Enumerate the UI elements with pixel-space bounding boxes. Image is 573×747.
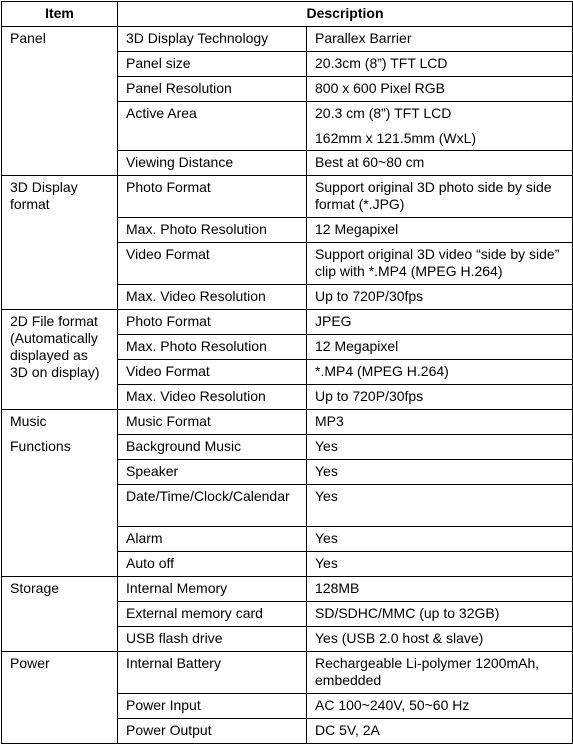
value-cell: [307, 385, 573, 410]
value-cell: [307, 243, 573, 285]
table-row: [2, 577, 573, 602]
value-text: 12 Megapixel: [315, 338, 399, 354]
item-label: 3D on display): [10, 364, 100, 380]
header-row: [2, 2, 573, 27]
feature-cell: Auto off: [118, 552, 307, 577]
specification-table: [1, 1, 573, 744]
value-text: 800 x 600 Pixel RGB: [315, 80, 445, 96]
specification-body: [2, 27, 573, 744]
value-cell: [307, 652, 573, 694]
item-label: (Automatically: [10, 330, 98, 346]
feature-cell: Power Input: [118, 694, 307, 719]
value-cell: [307, 602, 573, 627]
item-cell: [2, 652, 118, 744]
value-cell: [307, 27, 573, 52]
feature-cell: Panel Resolution: [118, 77, 307, 102]
value-text: Yes: [315, 555, 338, 571]
value-text: Yes (USB 2.0 host & slave): [315, 630, 484, 646]
value-text: SD/SDHC/MMC (up to 32GB): [315, 605, 500, 621]
value-cell: [307, 360, 573, 385]
feature-cell: Music Format: [118, 410, 307, 435]
item-cell: [2, 577, 118, 652]
value-cell: [307, 485, 573, 527]
value-text: 20.3 cm (8”) TFT LCD: [315, 105, 452, 121]
value-text: Yes: [315, 488, 338, 504]
table-row: [2, 410, 573, 435]
feature-cell: Max. Photo Resolution: [118, 335, 307, 360]
item-label: displayed as: [10, 347, 88, 363]
feature-cell: Active Area: [118, 102, 307, 151]
value-cell: [307, 435, 573, 460]
item-label: 2D File format: [10, 313, 98, 329]
value-cell: [307, 335, 573, 360]
item-label: format: [10, 196, 50, 212]
value-cell: [307, 310, 573, 335]
description-column-header: Description: [118, 2, 573, 27]
feature-cell: Video Format: [118, 243, 307, 285]
item-cell: [2, 176, 118, 310]
value-cell: [307, 552, 573, 577]
feature-cell: Alarm: [118, 527, 307, 552]
feature-cell: Speaker: [118, 460, 307, 485]
item-label: Panel: [10, 30, 46, 46]
value-cell: [307, 77, 573, 102]
feature-cell: Date/Time/Clock/Calendar: [118, 485, 307, 527]
item-label: Music: [10, 413, 47, 429]
item-label: 3D Display: [10, 179, 78, 195]
value-text: DC 5V, 2A: [315, 722, 380, 738]
value-text: Up to 720P/30fps: [315, 388, 424, 404]
feature-cell: 3D Display Technology: [118, 27, 307, 52]
value-text: 128MB: [315, 580, 360, 596]
value-text: 12 Megapixel: [315, 221, 399, 237]
value-cell: [307, 218, 573, 243]
value-text: Yes: [315, 438, 338, 454]
value-cell: [307, 52, 573, 77]
value-cell: [307, 460, 573, 485]
value-text: AC 100~240V, 50~60 Hz: [315, 697, 470, 713]
value-text: Support original 3D photo side by side format (*.JPG): [315, 179, 552, 212]
feature-cell: Power Output: [118, 719, 307, 744]
table-row: [2, 27, 573, 52]
item-cell: [2, 27, 118, 176]
value-cell: [307, 151, 573, 176]
value-text: JPEG: [315, 313, 352, 329]
value-cell: [307, 176, 573, 218]
feature-cell: Internal Battery: [118, 652, 307, 694]
feature-cell: Background Music: [118, 435, 307, 460]
feature-cell: Photo Format: [118, 310, 307, 335]
value-text: Yes: [315, 463, 338, 479]
feature-cell: USB flash drive: [118, 627, 307, 652]
value-cell: [307, 285, 573, 310]
feature-cell: Video Format: [118, 360, 307, 385]
value-text: MP3: [315, 413, 344, 429]
value-cell: [307, 694, 573, 719]
feature-cell: Max. Photo Resolution: [118, 218, 307, 243]
table-row: [2, 176, 573, 218]
value-text: 20.3cm (8”) TFT LCD: [315, 55, 448, 71]
value-text: Support original 3D video “side by side” clip with *.MP4 (MPEG H.264): [315, 246, 560, 279]
value-cell: [307, 719, 573, 744]
item-label: Power: [10, 655, 50, 671]
feature-cell: Photo Format: [118, 176, 307, 218]
feature-cell: Internal Memory: [118, 577, 307, 602]
value-text: *.MP4 (MPEG H.264): [315, 363, 449, 379]
table-row: [2, 652, 573, 694]
table-row: [2, 310, 573, 335]
feature-cell: Max. Video Resolution: [118, 285, 307, 310]
feature-cell: Viewing Distance: [118, 151, 307, 176]
item-column-header: Item: [2, 2, 118, 27]
value-text: Rechargeable Li-polymer 1200mAh, embedded: [315, 655, 540, 688]
value-cell: [307, 527, 573, 552]
value-cell: [307, 102, 573, 151]
item-label: Storage: [10, 580, 60, 596]
feature-cell: Max. Video Resolution: [118, 385, 307, 410]
value-cell: [307, 577, 573, 602]
value-text: Parallex Barrier: [315, 30, 412, 46]
item-cell: [2, 410, 118, 577]
value-text: Up to 720P/30fps: [315, 288, 424, 304]
value-text: Best at 60~80 cm: [315, 154, 425, 170]
feature-cell: Panel size: [118, 52, 307, 77]
value-cell: [307, 410, 573, 435]
feature-cell: External memory card: [118, 602, 307, 627]
item-label: Functions: [10, 438, 71, 454]
value-text: Yes: [315, 530, 338, 546]
value-text: 162mm x 121.5mm (WxL): [315, 130, 477, 146]
item-cell: [2, 310, 118, 410]
value-cell: [307, 627, 573, 652]
